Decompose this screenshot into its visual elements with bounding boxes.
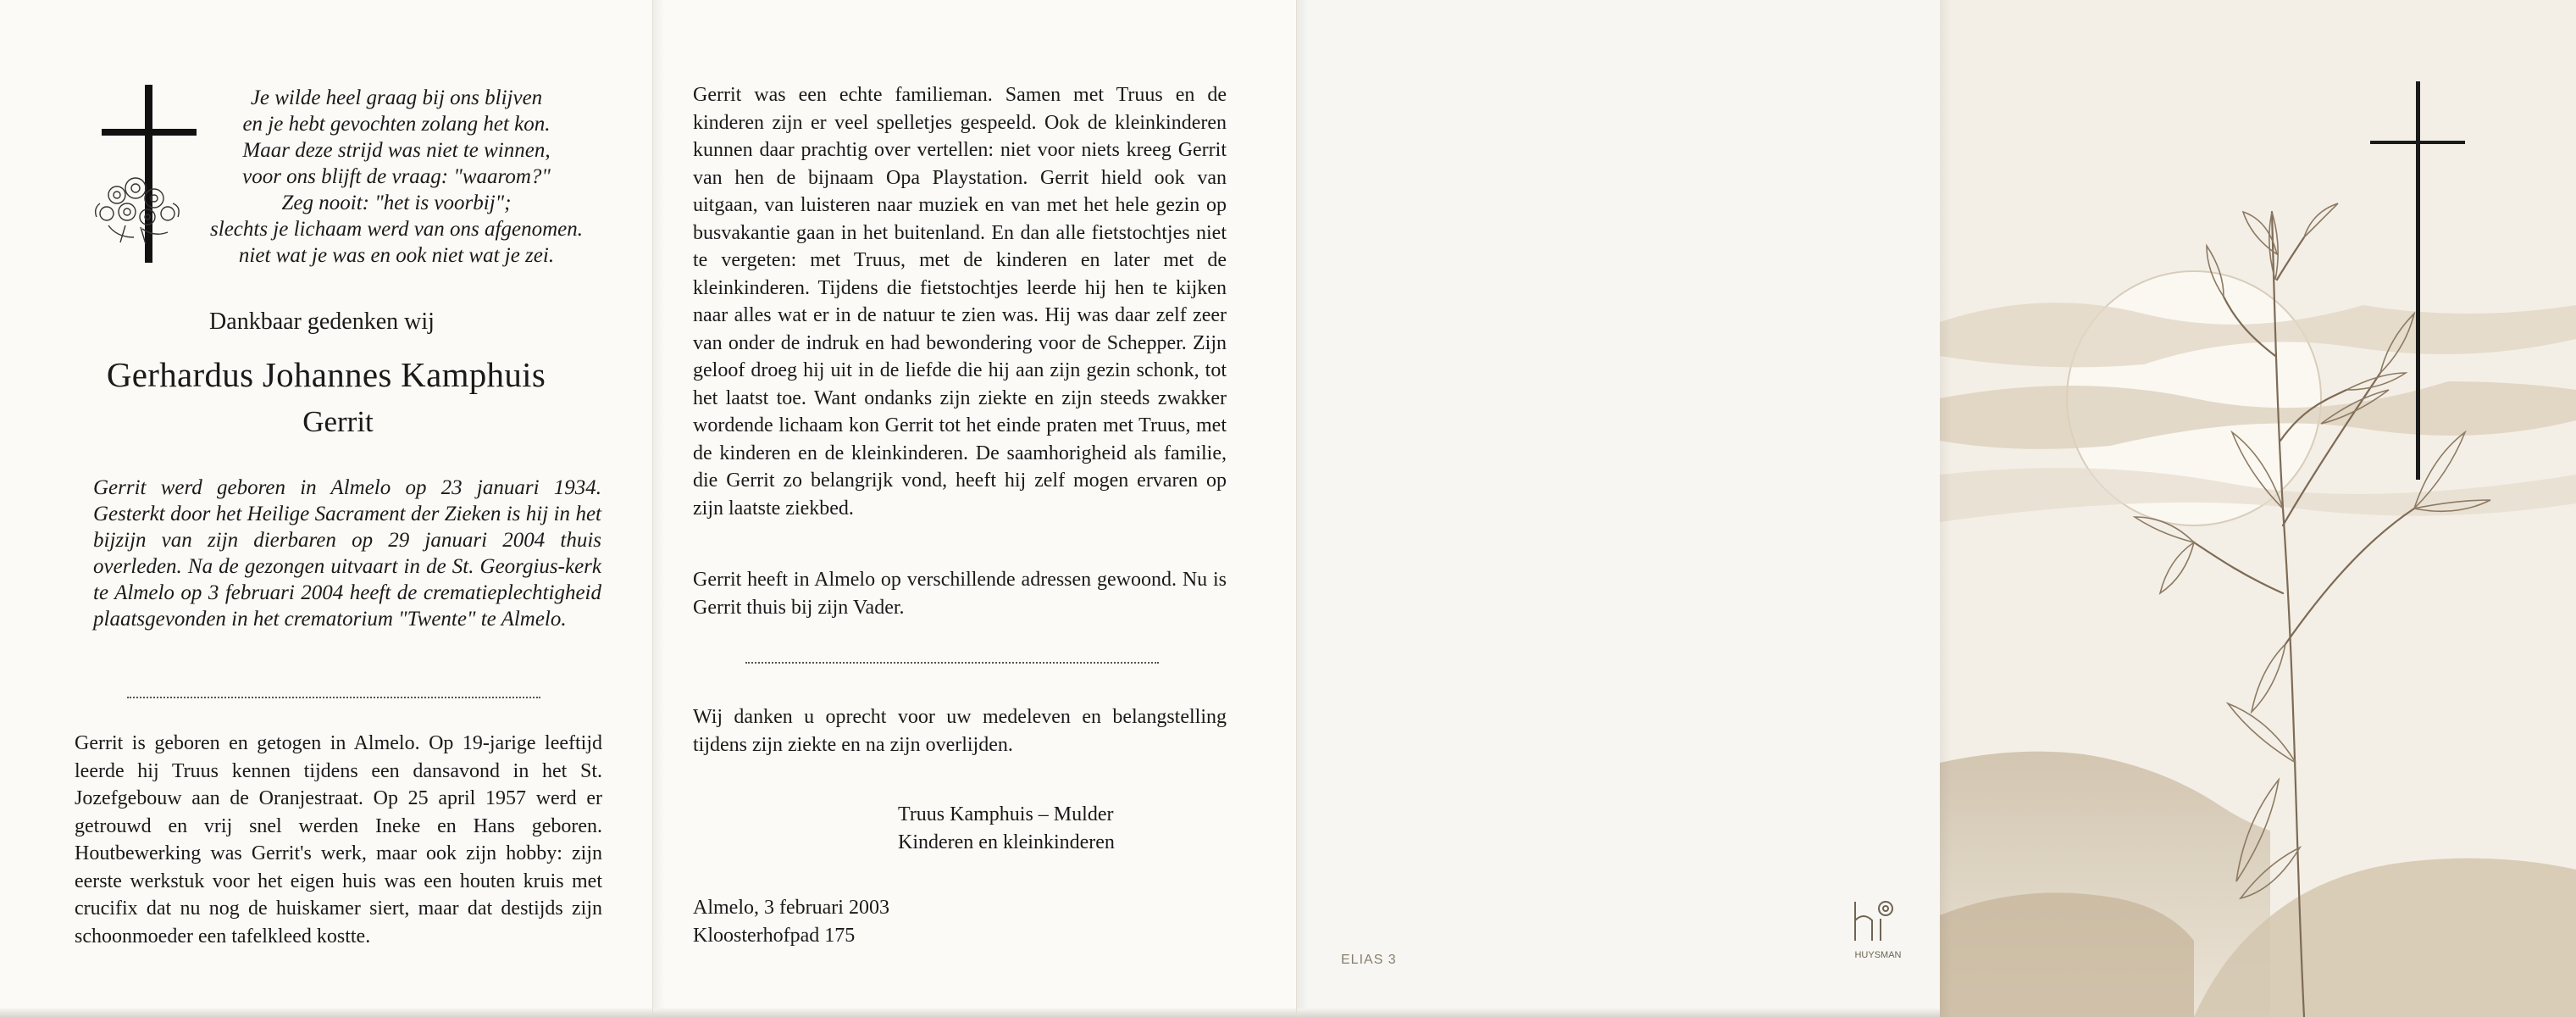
address-paragraph: Gerrit heeft in Almelo op verschillende adressen gewoond. Nu is Gerrit thuis bij zijn Vader. — [693, 569, 1227, 619]
place-date-block — [693, 894, 889, 950]
signature-line: Truus Kamphuis – Mulder — [898, 803, 1114, 825]
birth-death-paragraph: Gerrit werd geboren in Almelo op 23 januari 1934. Gesterkt door het Heilige Sacrament der Zieken is hij in het bijzijn van zijn dierbaren op 29 januari 2004 thuis overleden. Na de gezongen uitvaart in de St. Georgius-kerk te Almelo op 3 februari 2004 heeft de crematieplechtigheid plaatsgevonden in het crematorium "Twente" te Almelo. — [93, 476, 601, 631]
poem-line: en je hebt gevochten zolang het kon. — [242, 113, 551, 136]
card-panel-back — [1296, 0, 1940, 1017]
signature-line: Kinderen en kleinkinderen — [898, 831, 1115, 853]
poem — [176, 85, 617, 269]
print-code: ELIAS 3 — [1341, 953, 1397, 967]
poem-line: voor ons blijft de vraag: "waarom?" — [242, 165, 551, 188]
paper-edge — [653, 1009, 1296, 1017]
deceased-nickname: Gerrit — [302, 405, 374, 438]
address-line: Kloosterhofpad 175 — [693, 925, 856, 947]
life-story-paragraph: Gerrit is geboren en getogen in Almelo. Op 19-jarige leeftijd leerde hij Truus kennen tijdens een dansavond in het St. Jozefgebouw aan de Oranjestraat. Op 25 april 1957 werd er getrouwd en vrij snel werden Ineke en Hans geboren. Houtbewerking was Gerrit's werk, maar ook zijn hobby: zijn eerste werkstuk voor het eigen huis was een houten kruis met crucifix dat nu nog de huiskamer siert, maar dat destijds zijn schoonmoeder een tafelkleed kostte. — [75, 732, 602, 948]
thanks-paragraph: Wij danken u oprecht voor uw medeleven en belangstelling tijdens zijn ziekte en na zijn overlijden. — [693, 706, 1227, 756]
publisher-logo-text: HUYSMAN — [1854, 950, 1902, 960]
deceased-name: Gerhardus Johannes Kamphuis — [106, 355, 546, 394]
paper-edge — [0, 1009, 652, 1017]
fold-shadow — [1940, 0, 1952, 1017]
signature-block — [898, 801, 1115, 857]
fold-shadow — [653, 0, 665, 1017]
poem-line: Zeg nooit: "het is voorbij"; — [281, 192, 512, 214]
gratitude-heading: Dankbaar gedenken wij — [209, 308, 435, 335]
dotted-divider — [745, 662, 1159, 664]
dotted-divider — [127, 697, 540, 698]
publisher-logo-icon — [1848, 897, 1908, 964]
poem-line: slechts je lichaam werd van ons afgenomen. — [210, 218, 583, 241]
family-paragraph: Gerrit was een echte familieman. Samen met Truus en de kinderen zijn er veel spelletjes gespeeld. Ook de kleinkinderen kunnen daar prachtig over vertellen: niet voor niets kreeg Gerrit van hen de bijnaam Opa Playstation. Gerrit hield ook van uitgaan, van luisteren naar muziek en van met het hele gezin op busvakantie gaan in het buitenland. En dan alle fietstochtjes niet te vergeten: met Truus, met de kinderen en later met de kleinkinderen. Tijdens die fietstochtjes leerde hij hen te kijken naar alles wat er in de natuur te zien was. Hij was daar zelf zeer van onder de indruk en had bewondering voor de Schepper. Zijn geloof droeg hij uit in de liefde die hij aan zijn gezin schonk, tot het laatst toe. Want ondanks zijn ziekte en zijn steeds zwakker wordende lichaam kon Gerrit tot het einde praten met Truus, met de kinderen en de kleinkinderen. De saamhorigheid als familie, die Gerrit zo belangrijk vond, heeft hij zelf mogen ervaren op zijn laatste ziekbed. — [693, 84, 1227, 520]
card-panel-left — [0, 0, 652, 1017]
card-panel-front — [1940, 0, 2576, 1017]
poem-line: Je wilde heel graag bij ons blijven — [250, 86, 543, 109]
paper-edge — [1297, 1009, 1940, 1017]
place-date-line: Almelo, 3 februari 2003 — [693, 897, 889, 919]
willow-branch-illustration — [1940, 0, 2576, 1017]
poem-line: niet wat je was en ook niet wat je zei. — [238, 244, 555, 267]
poem-line: Maar deze strijd was niet te winnen, — [242, 139, 551, 162]
fold-shadow — [1297, 0, 1309, 1017]
